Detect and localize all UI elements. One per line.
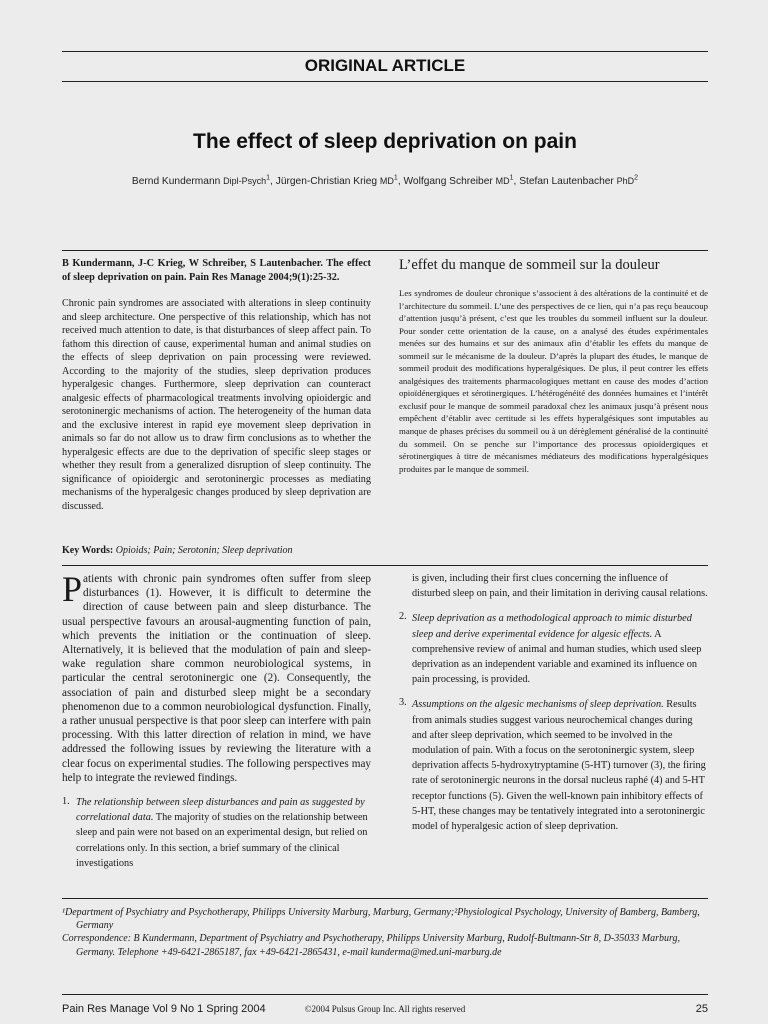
section-label: ORIGINAL ARTICLE [304, 56, 466, 75]
body-right-column [399, 571, 708, 834]
keywords: Key Words: Opioids; Pain; Serotonin; Sleep deprivation [62, 545, 293, 556]
footer-rule [62, 994, 708, 995]
footnotes [62, 906, 708, 959]
body-rule [62, 565, 708, 566]
section-rule [62, 81, 708, 82]
abstract-french: Les syndromes de douleur chronique s’associent à des altérations de la continuité et de l’architecture du sommeil. L’une des perspectives de ce lien, qui n’a pas reçu beaucoup d’attention jusqu’à présent, c’est que les troubles du sommeil influent sur la douleur. Pour sonder cette orientation de la cause, on a analysé des études expérimentales menées sur des humains et sur des animaux afin d’établir les effets du manque de sommeil sur le mécanisme de la douleur. D’après la plupart des études, le manque de sommeil produit des modifications hyperalgésiques. De plus, il peut contrer les effets analgésiques des traitements pharmacologiques mettant en cause des modes d’action opioïdénergiques et sérotinergiques. L’hétérogénéité des données humaines et l’intérêt exclusif pour le manque de sommeil paradoxal chez les animaux jusqu’à présent nous empêchent d’établir avec certitude si les effets hyperalgésiques sont imputables au manque de phases précises du sommeil ou à un dérèglement généralisé de la continuité du sommeil. On se penche sur l’importance des processus opioïdergiques et sérotinergiques à titre de mécanismes médiateurs des modifications hyperalgésiques produites par le manque de sommeil. [399, 288, 708, 474]
article-title: The effect of sleep deprivation on pain [193, 130, 577, 153]
body-left-column [62, 569, 371, 871]
list-item: 1. The relationship between sleep disturbances and pain as suggested by correlational data. The majority of studies on the relationship between sleep and pain were not based on an experimental design, but relied on correlations only. In this section, a brief summary of the clinical investigations [62, 796, 368, 869]
abstract-english: Chronic pain syndromes are associated with alterations in sleep continuity and sleep architecture. One perspective of this relationship, which has not received much attention to date, is that disturbances of sleep affect pain. To fathom this direction of cause, experimental human and animal studies on the effects of sleep deprivation on pain processing were reviewed. According to the majority of the studies, sleep deprivation produces hyperalgesic changes. Furthermore, sleep deprivation can counteract analgesic effects of pharmacological treatments involving opioidergic and serotoninergic mechanisms of action. The heterogeneity of the human data and the exclusive interest in rapid eye movement sleep deprivation in animals so far do not allow us to draw firm conclusions as to whether the hyperalgesic effects are due to the deprivation of specific sleep stages or whether they result from a generalized disruption of sleep continuity. The significance of opioidergic and serotoninergic processes as mediating mechanisms of the hyperalgesic changes produced by sleep deprivation are discussed. [62, 298, 371, 512]
french-abstract-column [399, 256, 708, 475]
author: Jürgen-Christian Krieg $MD^1$, [275, 175, 404, 188]
top-rule [62, 51, 708, 52]
footnote-correspondence: Correspondence: B Kundermann, Department of Psychiatry and Psychotherapy, Philipps University Marburg, Rudolf-Bultmann-Str 8, D-35033 Marburg, Germany. Telephone +49-6421-2865187, fax +49-6421-2865431, e-mail kunderma@med.uni-marburg.de [62, 933, 680, 958]
english-abstract-column [62, 257, 371, 513]
author: Stefan Lautenbacher PhD$^2$ [519, 175, 639, 188]
author: Bernd Kundermann Dipl-Psych$^1$, [131, 175, 276, 188]
copyright: ©2004 Pulsus Group Inc. All rights reserved [304, 1004, 466, 1014]
abstract-rule [62, 250, 708, 251]
footnote-rule [62, 898, 708, 899]
author: Wolfgang Schreiber $MD^1$, [403, 175, 520, 188]
list-item: 2. Sleep deprivation as a methodological approach to mimic disturbed sleep and derive experimental evidence for algesic effects. A comprehensive review of animal and human studies, which used sleep deprivation as an independent variable and examined its influence on pain processing, is provided. [399, 611, 702, 686]
french-title: L’effet du manque de sommeil sur la douleur [399, 257, 660, 273]
journal-info: Pain Res Manage Vol 9 No 1 Spring 2004 [62, 1003, 266, 1015]
intro-paragraph: Patients with chronic pain syndromes often suffer from sleep disturbances (1). However, it is difficult to determine the direction of cause between pain and sleep disturbance. The usual perspective favours an arousal-augmenting function of pain, which prevents the initiation or the continuation of sleep. Alternatively, it is believed that the modulation of pain and sleep-wake regulation share common neurobiological systems, in particular the central serotoninergic one (2). Consequently, the association of pain and disturbed sleep might be a secondary phenomenon due to a common neurobiological dysfunction. Finally, a rather unusual perspective is that poor sleep can interfere with pain processing. With this latter direction of relation in mind, we have addressed the following issues by reviewing the literature with a clear focus on experimental studies. The following perspectives may help to integrate the reviewed findings. [62, 569, 371, 784]
list-item-continuation: is given, including their first clues concerning the influence of disturbed sleep on pain, and their limitation in deriving causal relations. [412, 573, 708, 600]
list-item: 3. Assumptions on the algesic mechanisms of sleep deprivation. Results from animals studies suggest various neurochemical changes during and after sleep deprivation, which seemed to be involved in the modulation of pain. With a focus on the serotoninergic system, sleep deprivation affects 5-hydroxytryptamine (5-HT) turnover (3), the firing rate of serotoninergic neurons in the dorsal nucleus raphé (4) and 5-HT receptor functions (5). Given the well-known pain inhibitory effects of 5-HT, these changes may be tentatively integrated into a serotoninergic model of hyperalgesic action of sleep deprivation. [399, 697, 706, 833]
citation: B Kundermann, J-C Krieg, W Schreiber, S Lautenbacher. The effect of sleep deprivation on pain. Pain Res Manage 2004;9(1):25-32. [62, 258, 371, 283]
page-number: 25 [695, 1003, 708, 1015]
footnote-affiliations: ¹Department of Psychiatry and Psychotherapy, Philipps University Marburg, Marburg, Germany;²Physiological Psychology, University of Bamberg, Bamberg, Germany [62, 907, 700, 932]
author-list [62, 175, 708, 187]
drop-cap: P [62, 569, 83, 609]
